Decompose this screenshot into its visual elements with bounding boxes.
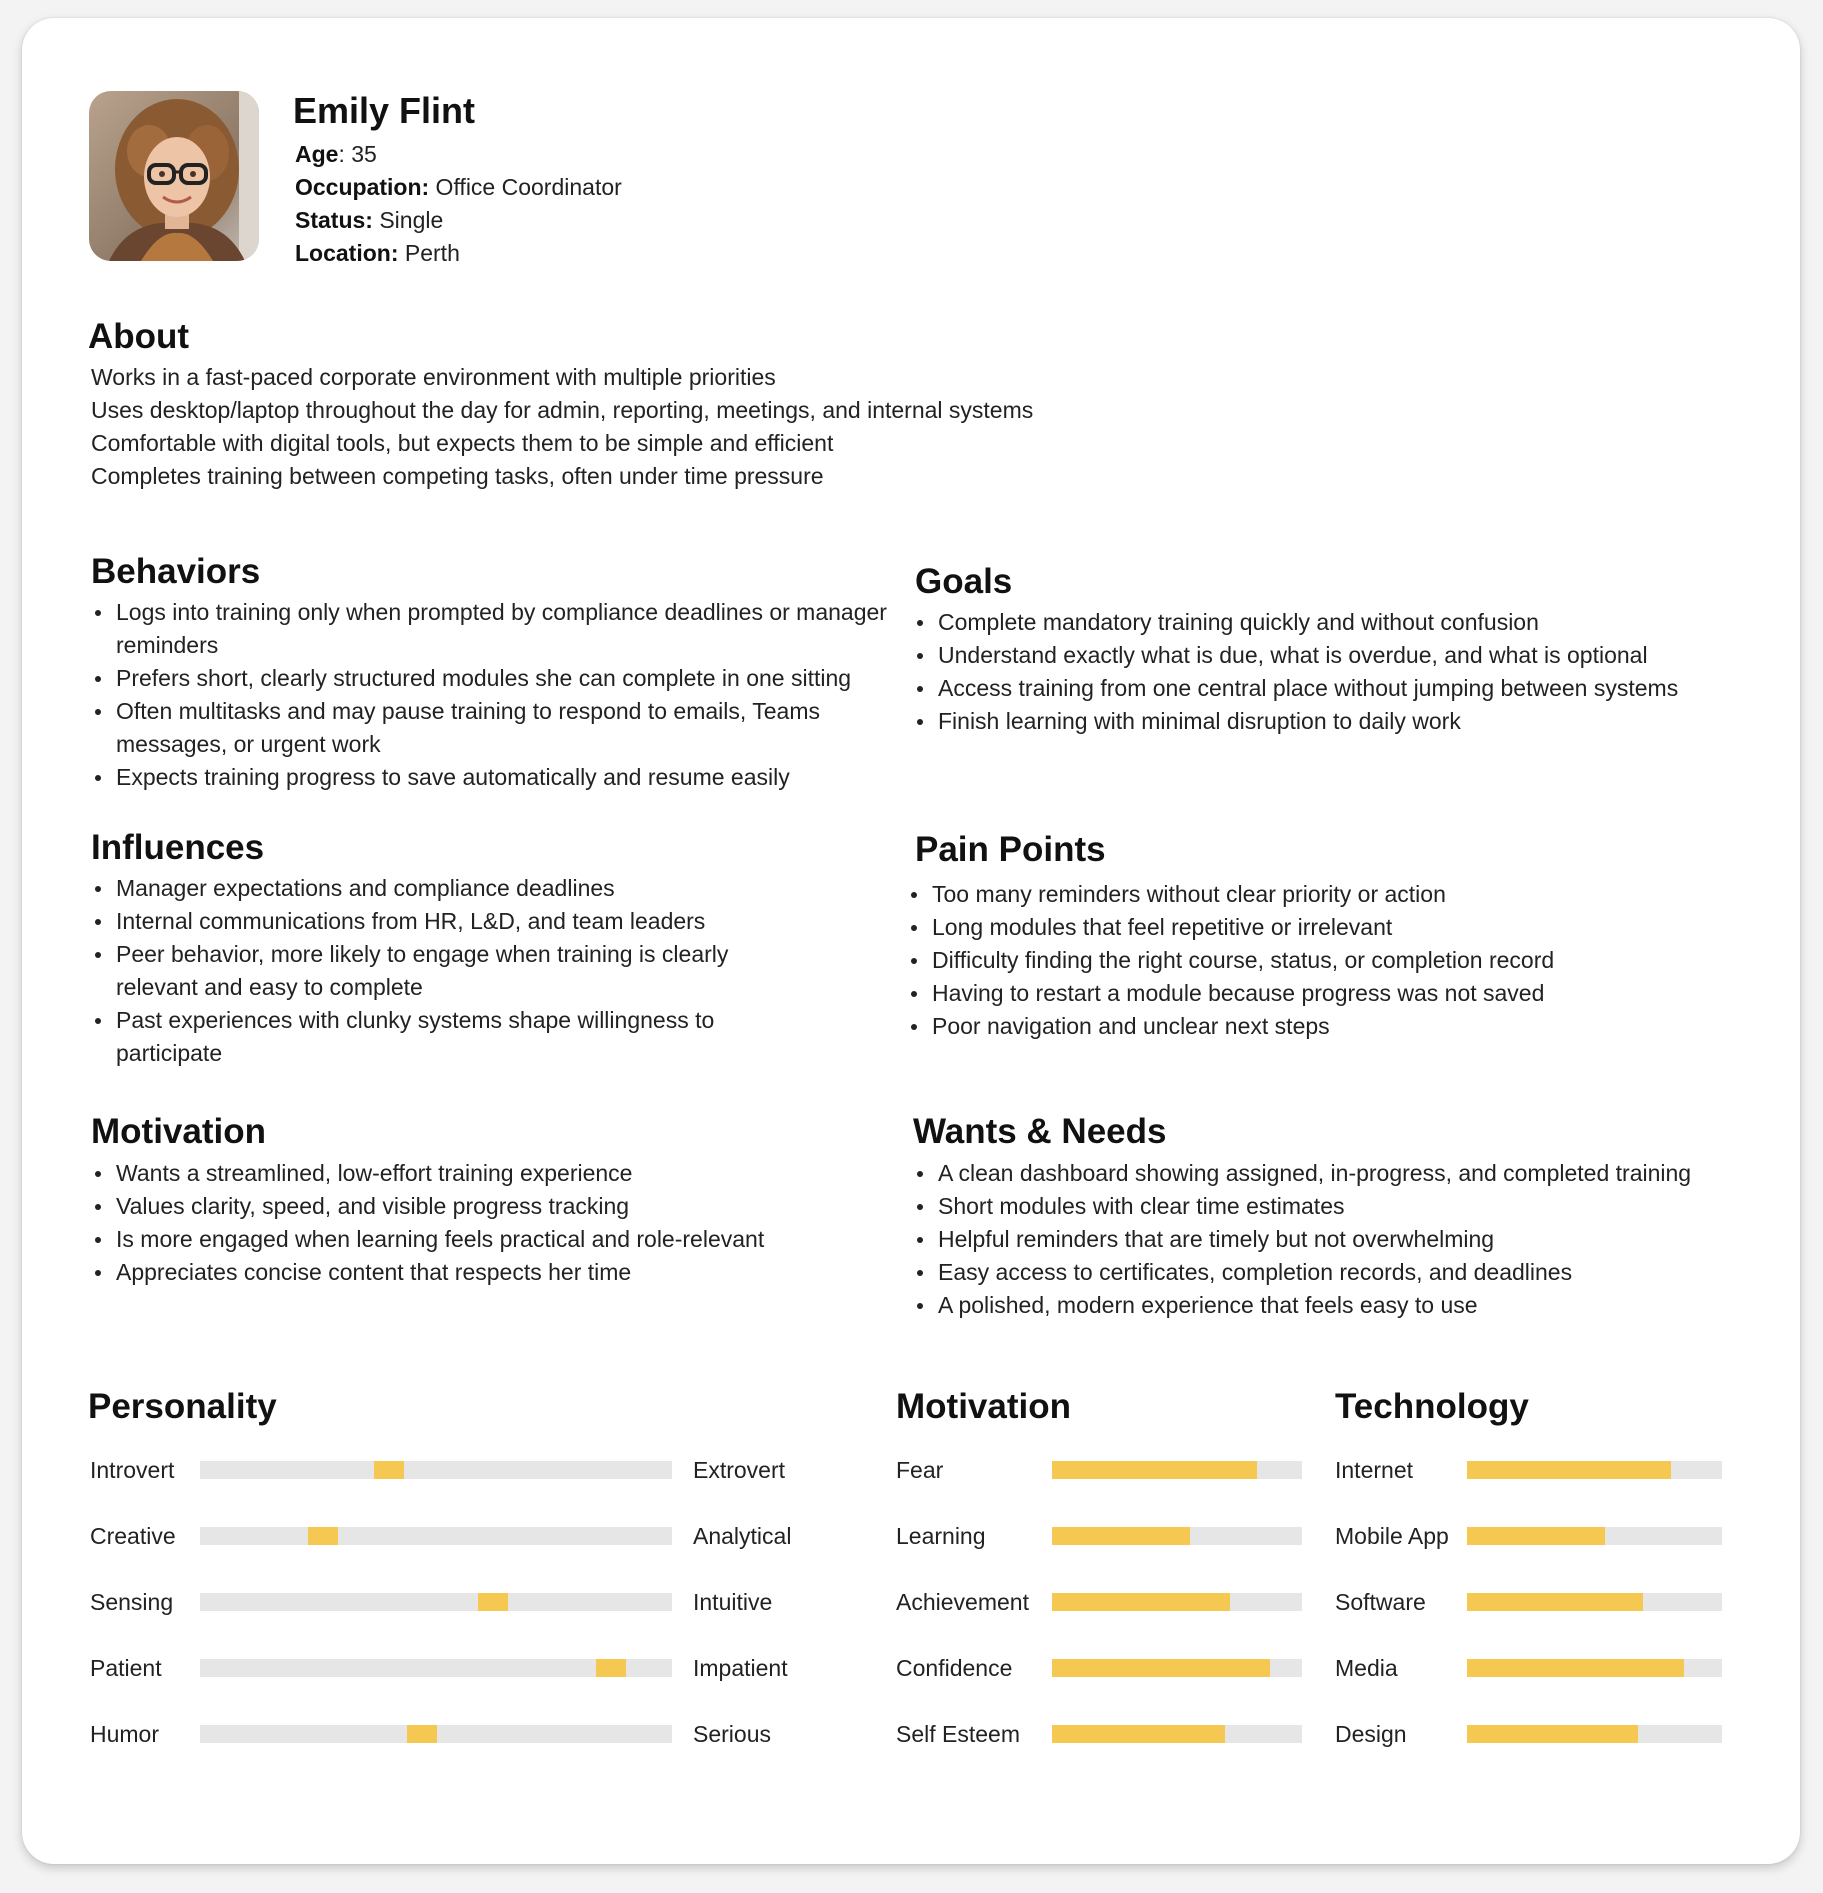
trait-right-label: Intuitive (693, 1589, 773, 1615)
motivation-bar-fill (1052, 1527, 1190, 1545)
trait-right-label: Impatient (693, 1655, 788, 1681)
list-item: Expects training progress to save automatically and resume easily (91, 761, 921, 794)
trait-right-label: Analytical (693, 1523, 792, 1549)
personality-title: Personality (88, 1387, 277, 1426)
pain-points-title: Pain Points (915, 830, 1106, 869)
trait-scale-track (200, 1593, 672, 1611)
influences-title: Influences (91, 828, 265, 867)
trait-right-label: Serious (693, 1721, 771, 1747)
goals-title: Goals (915, 562, 1013, 601)
persona-facts (295, 138, 622, 270)
trait-left-label: Creative (90, 1523, 176, 1549)
motivation-bar-fill (1052, 1725, 1225, 1743)
trait-scale-marker (308, 1527, 338, 1545)
trait-scale-track (200, 1725, 672, 1743)
list-item: Difficulty finding the right course, status, or completion record (907, 944, 1767, 977)
technology-bar-fill (1467, 1659, 1684, 1677)
fact-row (295, 237, 622, 270)
fact-row (295, 171, 622, 204)
list-item: Access training from one central place without jumping between systems (913, 672, 1773, 705)
trait-scale-marker (374, 1461, 404, 1479)
technology-bar-label: Software (1335, 1589, 1426, 1615)
trait-scale-marker (478, 1593, 508, 1611)
goals-list (913, 606, 1773, 738)
about-line: Works in a fast-paced corporate environment with multiple priorities (91, 364, 776, 390)
list-item: Values clarity, speed, and visible progress tracking (91, 1190, 921, 1223)
trait-left-label: Patient (90, 1655, 162, 1681)
fact-label: Occupation: (295, 174, 430, 200)
list-item: Complete mandatory training quickly and without confusion (913, 606, 1773, 639)
list-item: Appreciates concise content that respects her time (91, 1256, 921, 1289)
trait-left-label: Humor (90, 1721, 160, 1747)
technology-bar-fill (1467, 1527, 1605, 1545)
technology-bar-track (1467, 1725, 1722, 1743)
about-line: Comfortable with digital tools, but expects them to be simple and efficient (91, 430, 834, 456)
motivation-bar-track (1052, 1527, 1302, 1545)
list-item: Easy access to certificates, completion records, and deadlines (913, 1256, 1793, 1289)
list-item: Peer behavior, more likely to engage when training is clearly relevant and easy to complete (91, 938, 791, 1004)
list-item: Often multitasks and may pause training to respond to emails, Teams messages, or urgent work (91, 695, 921, 761)
motivation-bar-label: Confidence (896, 1655, 1013, 1681)
trait-right-label: Extrovert (693, 1457, 786, 1483)
technology-bar-track (1467, 1527, 1722, 1545)
technology-bar-track (1467, 1659, 1722, 1677)
motivation-text-title: Motivation (91, 1112, 266, 1151)
trait-scale-track (200, 1659, 672, 1677)
motivation-bars-title: Motivation (896, 1387, 1071, 1426)
influences-list (91, 872, 791, 1070)
list-item: Manager expectations and compliance deadlines (91, 872, 791, 905)
list-item: Is more engaged when learning feels practical and role-relevant (91, 1223, 921, 1256)
technology-bar-fill (1467, 1461, 1671, 1479)
trait-scale-track (200, 1527, 672, 1545)
about-line: Completes training between competing tasks, often under time pressure (91, 463, 824, 489)
motivation-bar-fill (1052, 1659, 1270, 1677)
about-lines (91, 361, 1033, 493)
list-item: Having to restart a module because progress was not saved (907, 977, 1767, 1010)
list-item: Long modules that feel repetitive or irrelevant (907, 911, 1767, 944)
fact-row (295, 204, 622, 237)
technology-bar-label: Media (1335, 1655, 1398, 1681)
trait-scale-track (200, 1461, 672, 1479)
about-title: About (88, 317, 190, 356)
avatar (89, 91, 259, 261)
technology-bar-track (1467, 1461, 1722, 1479)
fact-value: Single (372, 207, 444, 233)
motivation-text-list (91, 1157, 921, 1289)
wants-needs-title: Wants & Needs (913, 1112, 1167, 1151)
list-item: Poor navigation and unclear next steps (907, 1010, 1767, 1043)
list-item: Understand exactly what is due, what is overdue, and what is optional (913, 639, 1773, 672)
list-item: Helpful reminders that are timely but not overwhelming (913, 1223, 1793, 1256)
motivation-bar-label: Self Esteem (896, 1721, 1020, 1747)
about-line: Uses desktop/laptop throughout the day for admin, reporting, meetings, and internal systems (91, 397, 1034, 423)
fact-value: : 35 (338, 141, 377, 167)
motivation-bar-label: Fear (896, 1457, 944, 1483)
list-item: Internal communications from HR, L&D, and team leaders (91, 905, 791, 938)
list-item: Wants a streamlined, low-effort training experience (91, 1157, 921, 1190)
trait-left-label: Sensing (90, 1589, 174, 1615)
technology-bar-label: Internet (1335, 1457, 1413, 1483)
fact-value: Perth (398, 240, 460, 266)
list-item: A polished, modern experience that feels easy to use (913, 1289, 1793, 1322)
list-item: Past experiences with clunky systems shape willingness to participate (91, 1004, 791, 1070)
list-item: Finish learning with minimal disruption to daily work (913, 705, 1773, 738)
behaviors-list (91, 596, 921, 794)
motivation-bar-label: Achievement (896, 1589, 1029, 1615)
behaviors-title: Behaviors (91, 552, 261, 591)
motivation-bar-fill (1052, 1593, 1230, 1611)
list-item: Logs into training only when prompted by compliance deadlines or manager reminders (91, 596, 921, 662)
technology-bar-label: Mobile App (1335, 1523, 1449, 1549)
avatar-photo (89, 91, 259, 261)
motivation-bar-fill (1052, 1461, 1257, 1479)
list-item: Short modules with clear time estimates (913, 1190, 1793, 1223)
technology-bar-label: Design (1335, 1721, 1407, 1747)
wants-needs-list (913, 1157, 1793, 1322)
persona-name: Emily Flint (293, 90, 476, 131)
technology-bar-fill (1467, 1593, 1643, 1611)
fact-label: Location: (295, 240, 399, 266)
fact-label: Age (295, 141, 339, 167)
list-item: Prefers short, clearly structured modules she can complete in one sitting (91, 662, 921, 695)
trait-scale-marker (407, 1725, 437, 1743)
motivation-bar-label: Learning (896, 1523, 986, 1549)
fact-label: Status: (295, 207, 373, 233)
trait-left-label: Introvert (90, 1457, 175, 1483)
technology-bar-fill (1467, 1725, 1638, 1743)
fact-value: Office Coordinator (429, 174, 622, 200)
technology-bar-track (1467, 1593, 1722, 1611)
technology-title: Technology (1335, 1387, 1529, 1426)
motivation-bar-track (1052, 1725, 1302, 1743)
fact-row (295, 138, 622, 171)
list-item: A clean dashboard showing assigned, in-progress, and completed training (913, 1157, 1793, 1190)
pain-points-list (907, 878, 1767, 1043)
motivation-bar-track (1052, 1461, 1302, 1479)
motivation-bar-track (1052, 1659, 1302, 1677)
list-item: Too many reminders without clear priority or action (907, 878, 1767, 911)
motivation-bar-track (1052, 1593, 1302, 1611)
trait-scale-marker (596, 1659, 626, 1677)
